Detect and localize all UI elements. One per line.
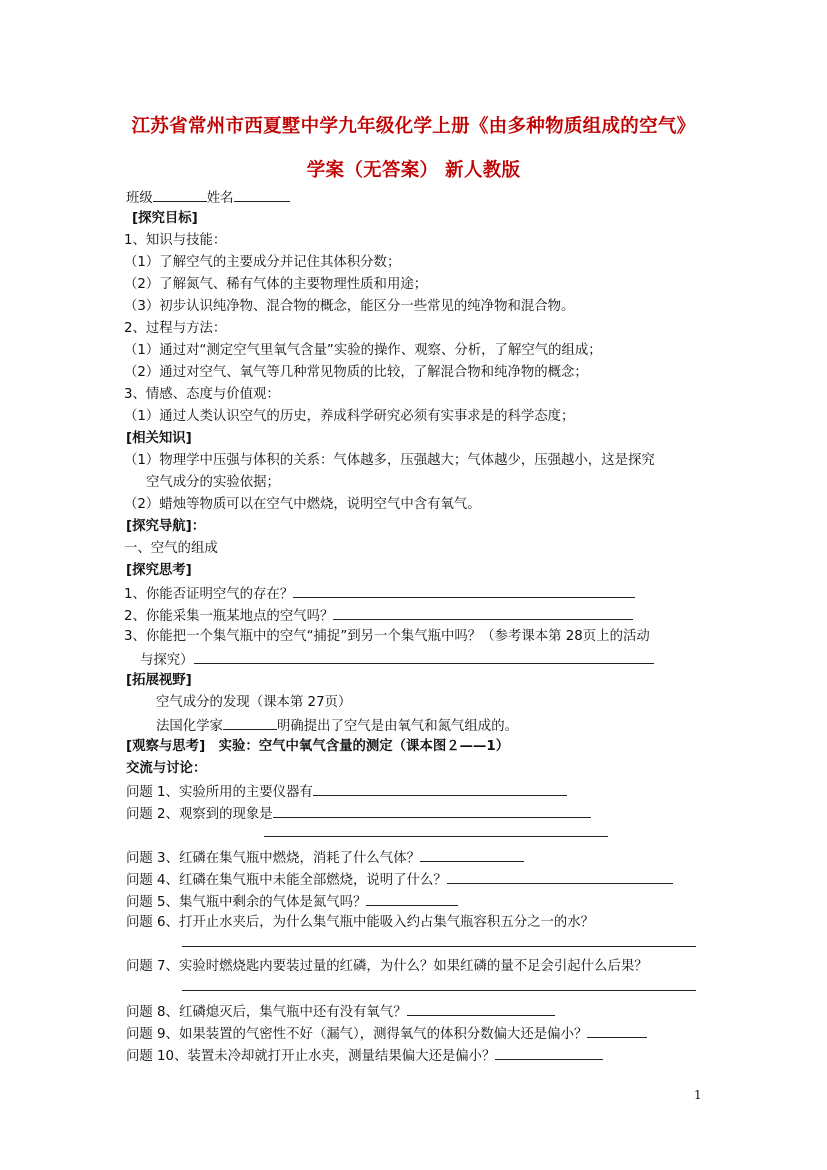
p10-answer-blank[interactable] xyxy=(495,1046,603,1060)
knowledge-heading: [相关知识] xyxy=(126,431,192,446)
nav-section1: 一、空气的组成 xyxy=(124,541,218,556)
problem-4-text: 问题 4、红磷在集气瓶中未能全部燃烧，说明了什么？ xyxy=(126,873,447,888)
problem-9 xyxy=(126,1024,647,1044)
thinking-q2 xyxy=(124,606,633,626)
problem-9-text: 问题 9、如果装置的气密性不好（漏气），测得氧气的体积分数偏大还是偏小？ xyxy=(126,1027,588,1042)
expand-heading: [拓展视野] xyxy=(126,673,192,688)
knowledge-k1a: （1）物理学中压强与体积的关系：气体越多，压强越大；气体越少，压强越小，这是探究 xyxy=(124,453,655,468)
problem-10 xyxy=(126,1046,603,1066)
q3-answer-blank[interactable] xyxy=(194,650,654,664)
problem-8-text: 问题 8、红磷熄灭后，集气瓶中还有没有氧气？ xyxy=(126,1005,407,1020)
thinking-heading: [探究思考] xyxy=(126,563,192,578)
goals-s1-1: （1）了解空气的主要成分并记住其体积分数； xyxy=(124,255,401,270)
thinking-q2-text: 2、你能采集一瓶某地点的空气吗？ xyxy=(124,609,334,624)
problem-1-text: 问题 1、实验所用的主要仪器有 xyxy=(126,785,313,800)
class-blank[interactable] xyxy=(153,188,207,202)
name-blank[interactable] xyxy=(234,188,290,202)
goals-s1-3: （3）初步认识纯净物、混合物的概念，能区分一些常见的纯净物和混合物。 xyxy=(124,299,575,314)
problem-1 xyxy=(126,782,567,802)
p2-answer-blank-2[interactable] xyxy=(264,836,608,837)
goals-s1-2: （2）了解氮气、稀有气体的主要物理性质和用途； xyxy=(124,277,428,292)
knowledge-k1b: 空气成分的实验依据； xyxy=(146,475,280,490)
goals-s1: 1、知识与技能： xyxy=(124,233,227,248)
chemist-blank[interactable] xyxy=(223,716,277,730)
q2-answer-blank[interactable] xyxy=(333,606,633,620)
class-name-row xyxy=(126,188,290,208)
document-title-line1: 江苏省常州市西夏墅中学九年级化学上册《由多种物质组成的空气》 xyxy=(131,116,696,137)
problem-4 xyxy=(126,870,673,890)
page-number: 1 xyxy=(694,1088,702,1102)
goals-s3-1: （1）通过人类认识空气的历史，养成科学研究必须有实事求是的科学态度； xyxy=(124,409,575,424)
expand-e2 xyxy=(156,716,518,736)
nav-heading: [探究导航]： xyxy=(126,519,206,534)
problem-8 xyxy=(126,1002,555,1022)
p8-answer-blank[interactable] xyxy=(407,1002,555,1016)
problem-5 xyxy=(126,892,458,912)
class-label: 班级 xyxy=(126,191,153,206)
thinking-q3a: 3、你能把一个集气瓶中的空气“捕捉”到另一个集气瓶中吗？（参考课本第 28页上的活动 xyxy=(124,629,650,644)
thinking-q3b-text: 与探究） xyxy=(140,653,194,668)
p3-answer-blank[interactable] xyxy=(420,848,524,862)
thinking-q1-text: 1、你能否证明空气的存在？ xyxy=(124,587,294,602)
thinking-q3b xyxy=(140,650,654,670)
problem-2 xyxy=(126,804,591,824)
p1-answer-blank[interactable] xyxy=(313,782,567,796)
p9-answer-blank[interactable] xyxy=(587,1024,647,1038)
document-title-line2: 学案（无答案） 新人教版 xyxy=(306,160,521,181)
expand-e2-post: 明确提出了空气是由氧气和氮气组成的。 xyxy=(276,719,518,734)
problem-6: 问题 6、打开止水夹后，为什么集气瓶中能吸入约占集气瓶容积五分之一的水？ xyxy=(126,915,595,930)
knowledge-k2: （2）蜡烛等物质可以在空气中燃烧，说明空气中含有氧气。 xyxy=(124,497,481,512)
expand-e1: 空气成分的发现（课本第 27页） xyxy=(156,695,352,710)
thinking-q1 xyxy=(124,584,635,604)
problem-2-text: 问题 2、观察到的现象是 xyxy=(126,807,273,822)
observe-discuss: 交流与讨论： xyxy=(126,761,207,776)
p7-answer-blank[interactable] xyxy=(182,990,696,991)
goals-s2-2: （2）通过对空气、氧气等几种常见物质的比较，了解混合物和纯净物的概念； xyxy=(124,365,588,380)
goals-heading: [探究目标] xyxy=(132,211,198,226)
p4-answer-blank[interactable] xyxy=(447,870,673,884)
problem-7: 问题 7、实验时燃烧匙内要装过量的红磷，为什么？如果红磷的量不足会引起什么后果？ xyxy=(126,959,648,974)
name-label: 姓名 xyxy=(206,191,234,206)
goals-s2-1: （1）通过对“测定空气里氧气含量”实验的操作、观察、分析，了解空气的组成； xyxy=(124,343,602,358)
q1-answer-blank[interactable] xyxy=(293,584,635,598)
expand-e2-pre: 法国化学家 xyxy=(156,719,223,734)
observe-heading: [观察与思考] 实验：空气中氧气含量的测定（课本图２——1） xyxy=(126,739,510,754)
problem-3-text: 问题 3、红磷在集气瓶中燃烧，消耗了什么气体？ xyxy=(126,851,420,866)
goals-s2: 2、过程与方法： xyxy=(124,321,227,336)
p5-answer-blank[interactable] xyxy=(366,892,458,906)
p6-answer-blank[interactable] xyxy=(182,946,696,947)
problem-10-text: 问题 10、装置未冷却就打开止水夹，测量结果偏大还是偏小？ xyxy=(126,1049,496,1064)
problem-3 xyxy=(126,848,524,868)
p2-answer-blank[interactable] xyxy=(273,804,591,818)
problem-5-text: 问题 5、集气瓶中剩余的气体是氮气吗？ xyxy=(126,895,367,910)
goals-s3: 3、情感、态度与价值观： xyxy=(124,387,280,402)
